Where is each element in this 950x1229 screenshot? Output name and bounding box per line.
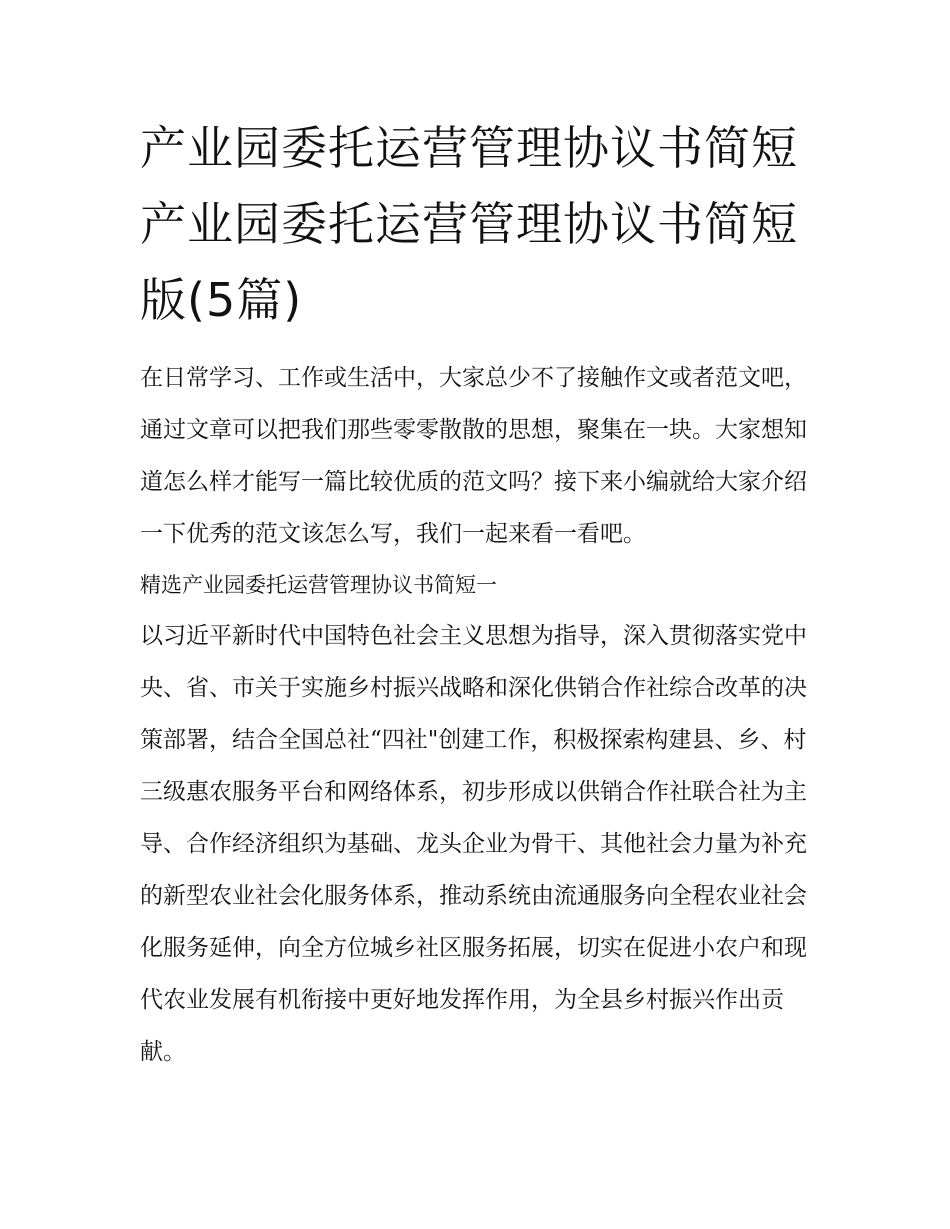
body-paragraph: 以习近平新时代中国特色社会主义思想为指导，深入贯彻落实党中央、省、市关于实施乡村振兴战略和深化供销合作社综合改革的决策部署，结合全国总社“四社"创建工作，积极探索构建县、乡、村三级惠农服务平台和网络体系，初步形成以供销合作社联合社为主导、合作经济组织为基础、龙头企业为骨干、其他社会力量为补充的新型农业社会化服务体系，推动系统由流通服务向全程农业社会化服务延伸，向全方位城乡社区服务拓展，切实在促进小农户和现代农业发展有机衔接中更好地发挥作用，为全县乡村振兴作出贡献。	[140, 623, 807, 1065]
document-content	[140, 110, 820, 1078]
section-heading: 精选产业园委托运营管理协议书简短一	[140, 573, 497, 597]
document-title: 产业园委托运营管理协议书简短 产业园委托运营管理协议书简短版(5篇)	[140, 121, 798, 327]
intro-paragraph: 在日常学习、工作或生活中，大家总少不了接触作文或者范文吧，通过文章可以把我们那些零零散散的思想，聚集在一块。大家想知道怎么样才能写一篇比较优质的范文吗？接下来小编就给大家介绍一下优秀的范文该怎么写，我们一起来看一看吧。	[140, 365, 807, 547]
